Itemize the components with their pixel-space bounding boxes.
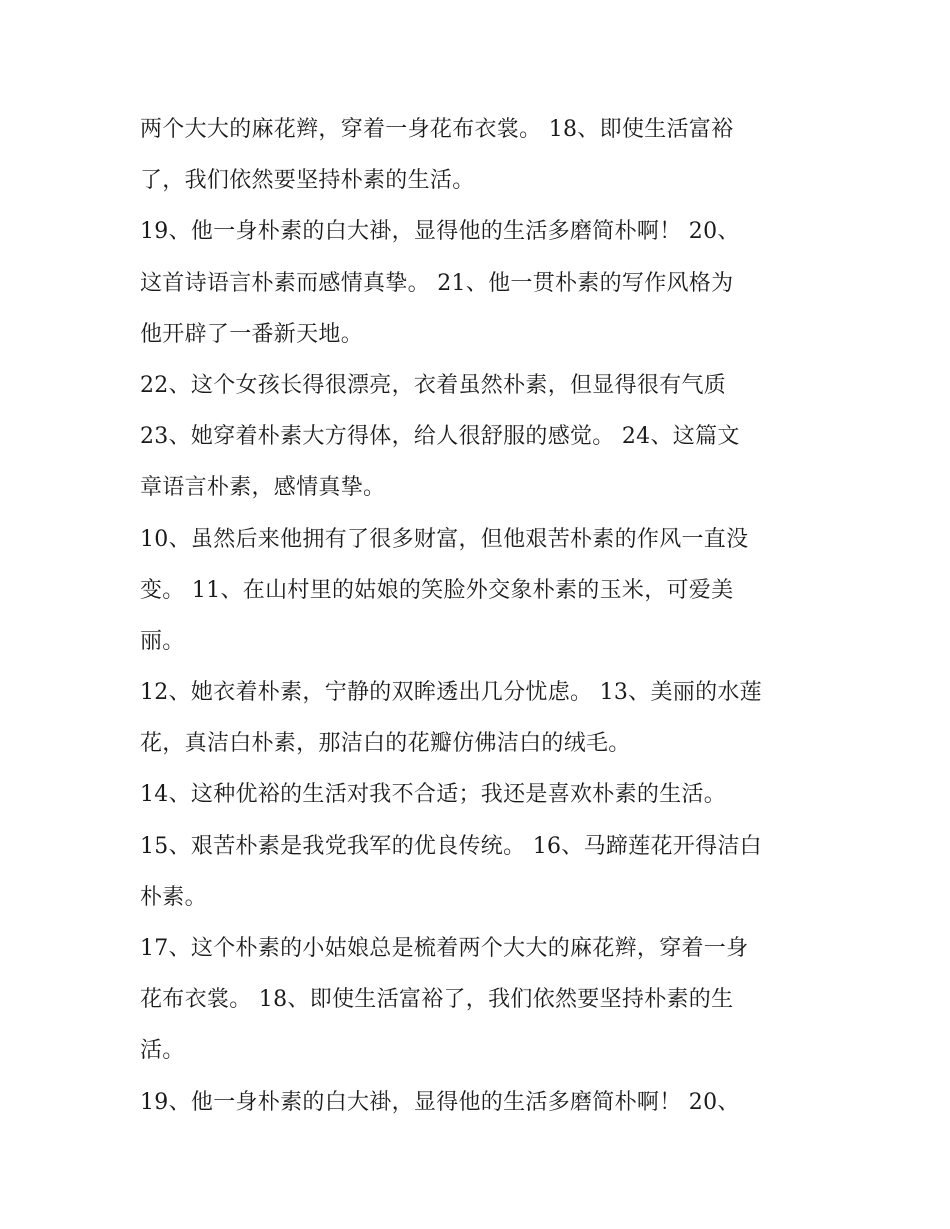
text-line: 花，真洁白朴素，那洁白的花瓣仿佛洁白的绒毛。	[140, 731, 631, 757]
text-line: 15、艰苦朴素是我党我军的优良传统。 16、马蹄莲花开得洁白	[140, 833, 762, 859]
text-line: 22、这个女孩长得很漂亮，衣着虽然朴素，但显得很有气质	[140, 372, 727, 398]
text-line: 这首诗语言朴素而感情真挚。 21、他一贯朴素的写作风格为	[140, 270, 734, 296]
text-line: 19、他一身朴素的白大褂，显得他的生活多磨简朴啊！ 20、	[140, 219, 740, 245]
text-line: 花布衣裳。 18、即使生活富裕了，我们依然要坚持朴素的生	[140, 987, 734, 1013]
text-line: 丽。	[140, 628, 185, 654]
text-line: 23、她穿着朴素大方得体，给人很舒服的感觉。 24、这篇文	[140, 424, 740, 450]
text-line: 17、这个朴素的小姑娘总是梳着两个大大的麻花辫，穿着一身	[140, 936, 749, 961]
text-body	[140, 104, 820, 1128]
text-line: 朴素。	[140, 884, 207, 910]
text-line: 10、虽然后来他拥有了很多财富，但他艰苦朴素的作风一直没	[140, 526, 749, 552]
text-line: 他开辟了一番新天地。	[140, 321, 364, 347]
text-line: 两个大大的麻花辫，穿着一身花布衣裳。 18、即使生活富裕	[140, 117, 734, 142]
text-line: 变。 11、在山村里的姑娘的笑脸外交象朴素的玉米，可爱美	[140, 577, 734, 603]
text-line: 章语言朴素，感情真挚。	[140, 475, 386, 501]
text-line: 12、她衣着朴素，宁静的双眸透出几分忧虑。 13、美丽的水莲	[140, 680, 762, 706]
text-line: 14、这种优裕的生活对我不合适；我还是喜欢朴素的生活。	[140, 782, 727, 808]
text-line: 活。	[140, 1038, 185, 1064]
text-line: 19、他一身朴素的白大褂，显得他的生活多磨简朴啊！ 20、	[140, 1089, 740, 1115]
text-line: 了，我们依然要坚持朴素的生活。	[140, 168, 475, 194]
